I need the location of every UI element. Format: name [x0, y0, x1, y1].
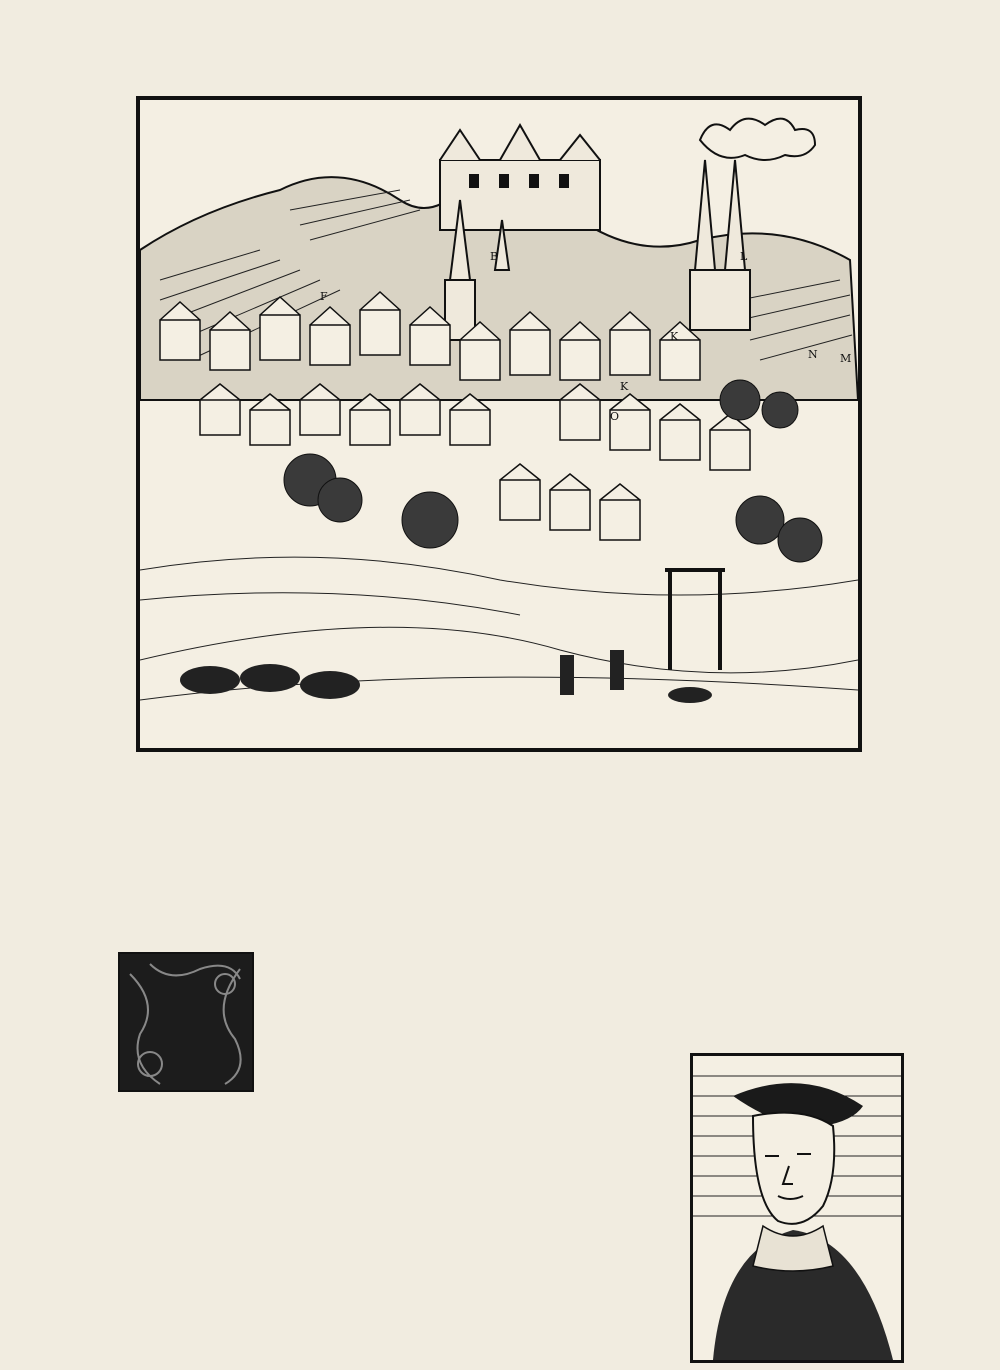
legend-row: [184, 855, 202, 870]
gallows: [665, 570, 725, 670]
legend-row: [402, 839, 444, 854]
legend-row: [626, 855, 656, 870]
legend-row: [402, 824, 444, 839]
legend-row: [402, 916, 444, 931]
legend-row: [626, 901, 656, 916]
legend-row: [184, 870, 202, 885]
legend-row: [184, 824, 202, 839]
map-letter: O: [610, 410, 620, 423]
portrait-illustration: [693, 1056, 901, 1360]
legend-row: [184, 886, 202, 901]
map-letter: N: [808, 348, 818, 361]
map-letter: K: [620, 380, 629, 393]
initial-letter: [120, 954, 252, 1090]
legend-column-1: [184, 824, 202, 932]
portrait-woodcut: [690, 1053, 904, 1363]
legend-row: [626, 839, 656, 854]
legend-row: [402, 855, 444, 870]
city-woodcut: [136, 96, 862, 752]
legend-column-2: [402, 824, 444, 932]
map-letter: M: [840, 352, 852, 365]
legend-row: [626, 824, 656, 839]
decorated-initial: [118, 952, 254, 1092]
legend-row: [626, 916, 656, 931]
legend-row: [402, 886, 444, 901]
legend-row: [402, 901, 444, 916]
map-letter: F: [320, 290, 328, 303]
legend-row: [626, 886, 656, 901]
figures: [180, 650, 712, 703]
map-letter: K: [670, 330, 679, 343]
map-letter: L: [740, 250, 748, 263]
legend-row: [184, 901, 202, 916]
legend-column-3: [626, 824, 656, 932]
legend-row: [184, 839, 202, 854]
legend-row: [402, 870, 444, 885]
legend-row: [184, 916, 202, 931]
woodcut-illustration: [140, 100, 858, 748]
map-letter: B: [490, 250, 499, 263]
castle: [440, 125, 600, 230]
clouds: [700, 119, 815, 160]
legend-row: [626, 870, 656, 885]
